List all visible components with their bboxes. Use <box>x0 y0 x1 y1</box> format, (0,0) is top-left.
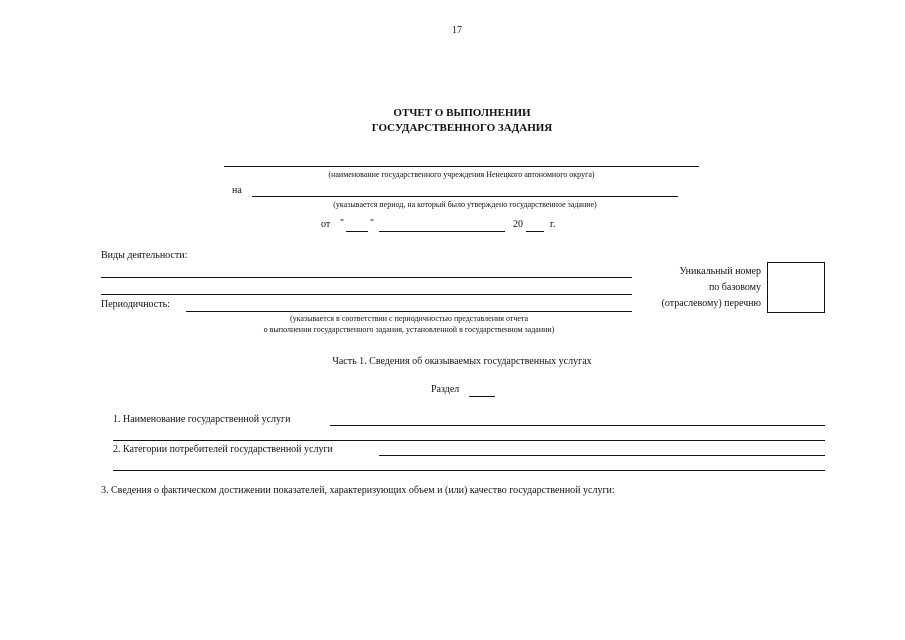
date-quote-close: " <box>370 218 375 229</box>
periodicity-field <box>186 311 632 312</box>
date-month-field <box>379 231 505 232</box>
item1-field-1 <box>330 425 825 426</box>
item2-field-1 <box>379 455 825 456</box>
page-number: 17 <box>452 25 462 36</box>
date-from-label: от <box>321 219 331 230</box>
item2-label: 2. Категории потребителей государственной услуги <box>113 444 333 455</box>
document-title-line1: ОТЧЕТ О ВЫПОЛНЕНИИ <box>393 107 531 119</box>
activities-label: Виды деятельности: <box>101 250 188 261</box>
date-day-field <box>346 231 368 232</box>
date-year-prefix: 20 <box>513 219 523 230</box>
part1-title: Часть 1. Сведения об оказываемых государственных услугах <box>332 356 592 367</box>
section-number-field <box>469 396 495 397</box>
section-label: Раздел <box>431 384 460 395</box>
unique-number-label-line1: Уникальный номер <box>679 266 761 277</box>
activities-field-1 <box>101 277 632 278</box>
item3-label: 3. Сведения о фактическом достижении показателей, характеризующих объем и (или) качество государственной услуги: <box>101 485 615 496</box>
item1-field-2 <box>113 440 825 441</box>
period-field <box>252 196 678 197</box>
periodicity-hint-line2: о выполнении государственного задания, установленной в государственном задании) <box>263 325 555 334</box>
period-hint: (указывается период, на который было утверждено государственное задание) <box>333 200 597 209</box>
activities-field-2 <box>101 294 632 295</box>
date-year-field <box>526 231 544 232</box>
unique-number-box <box>767 262 825 313</box>
period-na-label: на <box>232 185 242 196</box>
institution-name-field <box>224 166 699 167</box>
unique-number-label-line2: по базовому <box>708 282 761 293</box>
document-title-line2: ГОСУДАРСТВЕННОГО ЗАДАНИЯ <box>371 122 553 134</box>
date-year-suffix: г. <box>550 219 556 230</box>
periodicity-label: Периодичность: <box>101 299 170 310</box>
item2-field-2 <box>113 470 825 471</box>
item1-label: 1. Наименование государственной услуги <box>113 414 291 425</box>
institution-name-hint: (наименование государственного учреждения Ненецкого автономного округа) <box>328 170 595 179</box>
periodicity-hint-line1: (указывается в соответствии с периодичностью представления отчета <box>289 314 529 323</box>
unique-number-label-line3: (отраслевому) перечню <box>661 298 761 309</box>
date-quote-open: " <box>340 218 345 229</box>
